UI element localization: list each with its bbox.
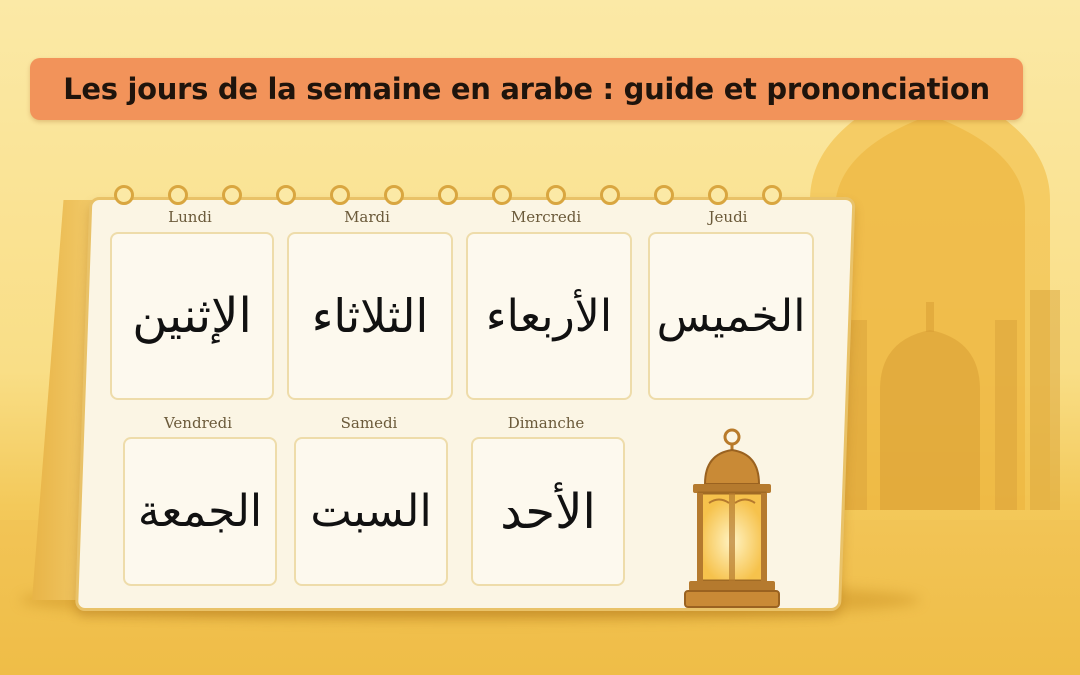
calendar-ring-icon: [708, 185, 728, 205]
arabic-word-tuesday: الثلاثاء: [311, 289, 429, 343]
calendar-ring-icon: [276, 185, 296, 205]
calendar-ring-icon: [384, 185, 404, 205]
arabic-word-monday: الإثنين: [132, 288, 252, 344]
day-label-tuesday: Mardi: [344, 208, 390, 226]
calendar-ring-icon: [492, 185, 512, 205]
calendar-ring-icon: [654, 185, 674, 205]
day-card-tuesday: [287, 232, 453, 400]
day-label-friday: Vendredi: [163, 414, 233, 432]
calendar-ring-icon: [168, 185, 188, 205]
calendar-ring-icon: [330, 185, 350, 205]
arabic-word-friday: الجمعة: [137, 486, 263, 537]
page-title: Les jours de la semaine en arabe : guide et prononciation: [63, 72, 990, 106]
day-card-saturday: [294, 437, 448, 586]
calendar-ring-icon: [546, 185, 566, 205]
day-label-thursday: Jeudi: [708, 208, 748, 226]
calendar-ring-icon: [114, 185, 134, 205]
calendar-ring-icon: [762, 185, 782, 205]
day-card-friday: [123, 437, 277, 586]
arabic-word-saturday: السبت: [310, 486, 432, 537]
day-card-sunday: [471, 437, 625, 586]
calendar-ring-icon: [222, 185, 242, 205]
arabic-word-wednesday: الأربعاء: [485, 290, 613, 342]
day-card-thursday: [648, 232, 814, 400]
lantern-icon: [675, 428, 790, 613]
arabic-word-thursday: الخميس: [656, 290, 806, 342]
calendar-ring-icon: [438, 185, 458, 205]
day-card-wednesday: [466, 232, 632, 400]
day-label-sunday: Dimanche: [507, 414, 585, 432]
day-label-monday: Lundi: [168, 208, 212, 226]
day-label-saturday: Samedi: [340, 414, 398, 432]
day-card-monday: [110, 232, 274, 400]
arabic-word-sunday: الأحد: [500, 483, 596, 540]
day-label-wednesday: Mercredi: [510, 208, 582, 226]
title-bar: [30, 58, 1023, 120]
calendar-ring-icon: [600, 185, 620, 205]
